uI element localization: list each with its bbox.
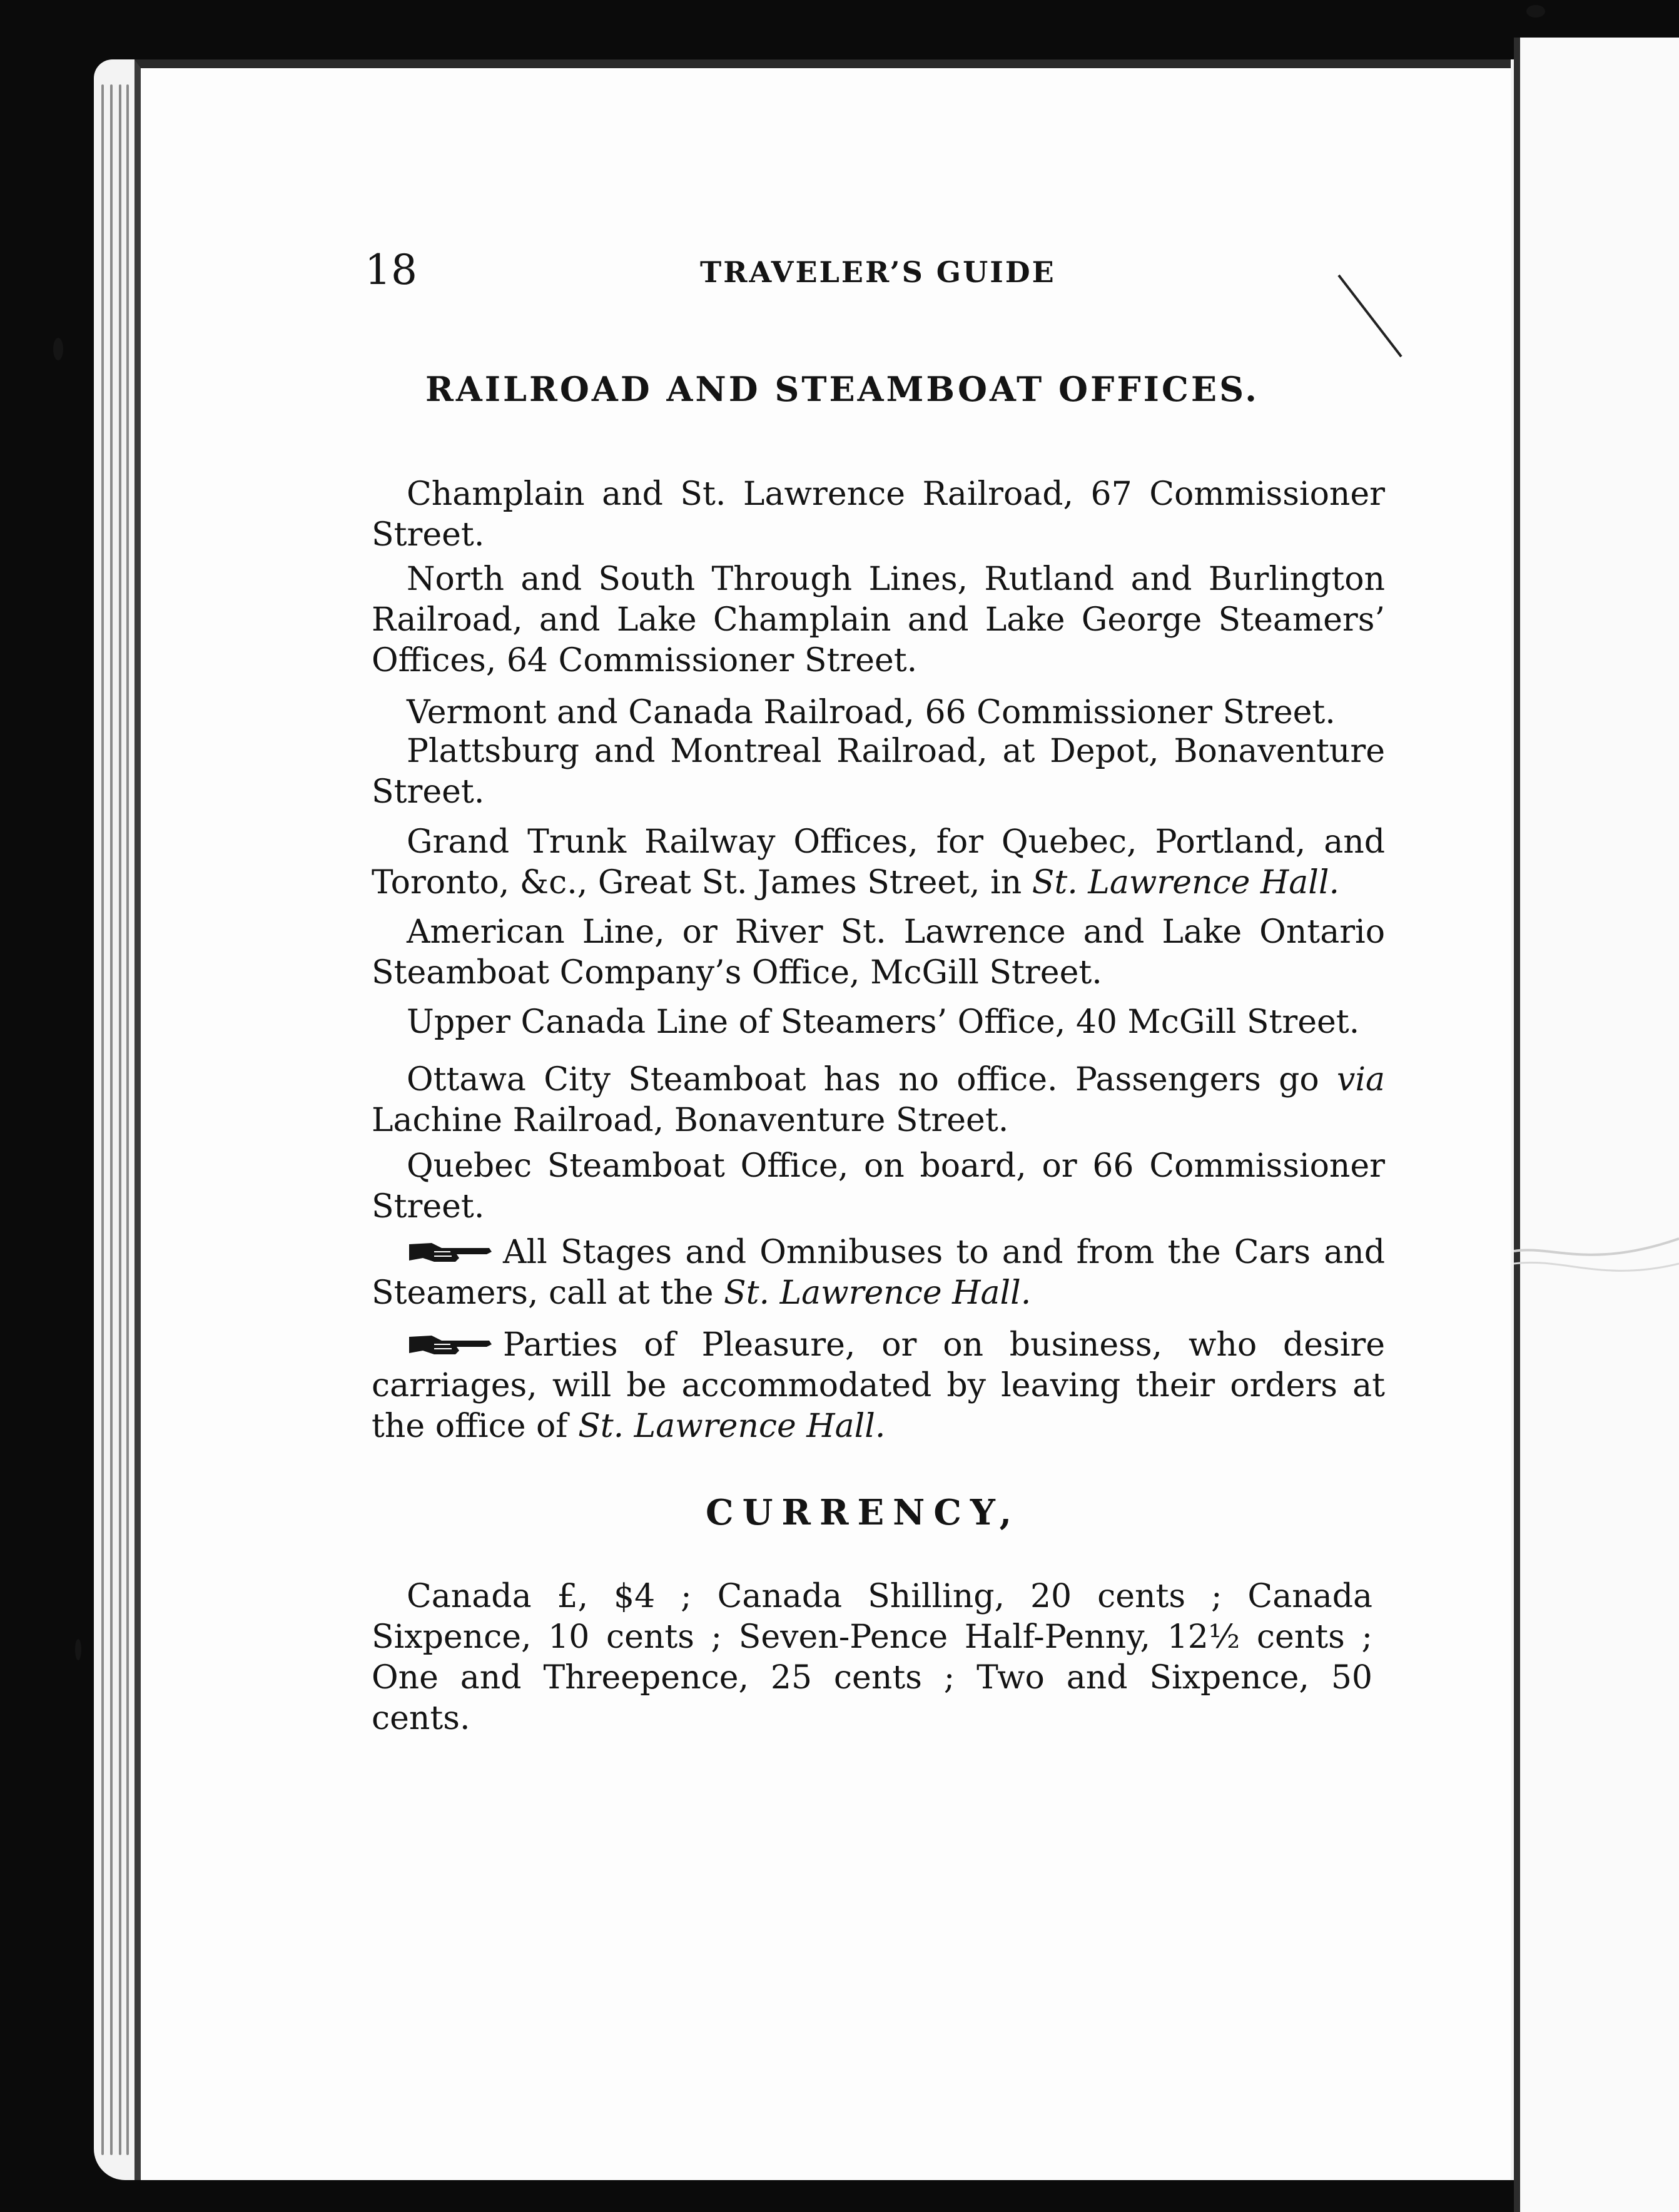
office-entry-text: Lachine Railroad, Bonaventure Street.: [372, 1102, 1009, 1139]
office-entry: [372, 822, 1385, 903]
office-entry: [372, 731, 1385, 813]
office-entry: [372, 474, 1385, 556]
notice: [372, 1325, 1385, 1447]
currency-text: Canada £, $4 ; Canada Shilling, 20 cents ; Canada Sixpence, 10 cents ; Seven-Pence Half-Penny, 12½ cents ; One and Threepence, 25 cents ; Two and Sixpence, 50 cents.: [372, 1578, 1372, 1737]
running-title: TRAVELER’S GUIDE: [700, 255, 1056, 289]
scan-smudge: [1526, 5, 1545, 18]
office-entry-text: North and South Through Lines, Rutland and Burlington Railroad, and Lake Champlain and Lake George Steamers’ Offices, 64 Commissioner Street.: [372, 561, 1385, 679]
page-edge: [119, 84, 121, 2155]
pointing-hand-icon: [407, 1332, 494, 1358]
pen-stroke-mark: [1332, 269, 1408, 363]
office-entry: [372, 1060, 1385, 1141]
running-head: [365, 245, 1378, 295]
office-entry: [372, 1146, 1385, 1227]
scan-smudge: [53, 338, 63, 360]
office-entry: [372, 693, 1385, 733]
page-edge: [101, 84, 104, 2155]
notice-text: All Stages and Omnibuses to and from the Cars and Steamers, call at the: [372, 1234, 1385, 1312]
notice-text: Parties of Pleasure, or on business, who desire carriages, will be accommodated by leaving their orders at the office of: [372, 1326, 1385, 1445]
page-edge: [126, 84, 129, 2155]
office-entry-text: Grand Trunk Railway Offices, for Quebec, Portland, and Toronto, &c., Great St. James Street, in: [372, 823, 1385, 901]
section-title-offices: RAILROAD AND STEAMBOAT OFFICES.: [425, 369, 1259, 409]
notice-italic: St. Lawrence Hall.: [724, 1274, 1032, 1312]
office-entry-italic: via: [1336, 1061, 1385, 1098]
notice: [372, 1232, 1385, 1314]
office-entry-text: Champlain and St. Lawrence Railroad, 67 Commissioner Street.: [372, 475, 1385, 554]
pointing-hand-icon: [407, 1239, 494, 1266]
office-entry-text: Vermont and Canada Railroad, 66 Commissioner Street.: [407, 694, 1336, 731]
office-entry-text: Upper Canada Line of Steamers’ Office, 40 McGill Street.: [407, 1003, 1360, 1041]
page-number: 18: [365, 246, 417, 294]
page-edge: [110, 84, 113, 2155]
section-title-currency: CURRENCY,: [706, 1492, 1021, 1533]
office-entry: [372, 912, 1385, 993]
office-entry: [372, 559, 1385, 681]
office-entry: [372, 1002, 1385, 1043]
office-entry-text: Plattsburg and Montreal Railroad, at Depot, Bonaventure Street.: [372, 733, 1385, 811]
office-entry-text: Ottawa City Steamboat has no office. Passengers go: [407, 1061, 1319, 1098]
facing-page: [1514, 38, 1679, 2212]
office-entry-italic: St. Lawrence Hall.: [1032, 864, 1340, 901]
binding-thread: [1514, 1226, 1679, 1301]
office-entry-text: American Line, or River St. Lawrence and Lake Ontario Steamboat Company’s Office, McGill Street.: [372, 913, 1385, 992]
scan-smudge: [75, 1639, 81, 1660]
office-entry-text: Quebec Steamboat Office, on board, or 66 Commissioner Street.: [372, 1147, 1385, 1225]
notice-italic: St. Lawrence Hall.: [578, 1408, 886, 1445]
